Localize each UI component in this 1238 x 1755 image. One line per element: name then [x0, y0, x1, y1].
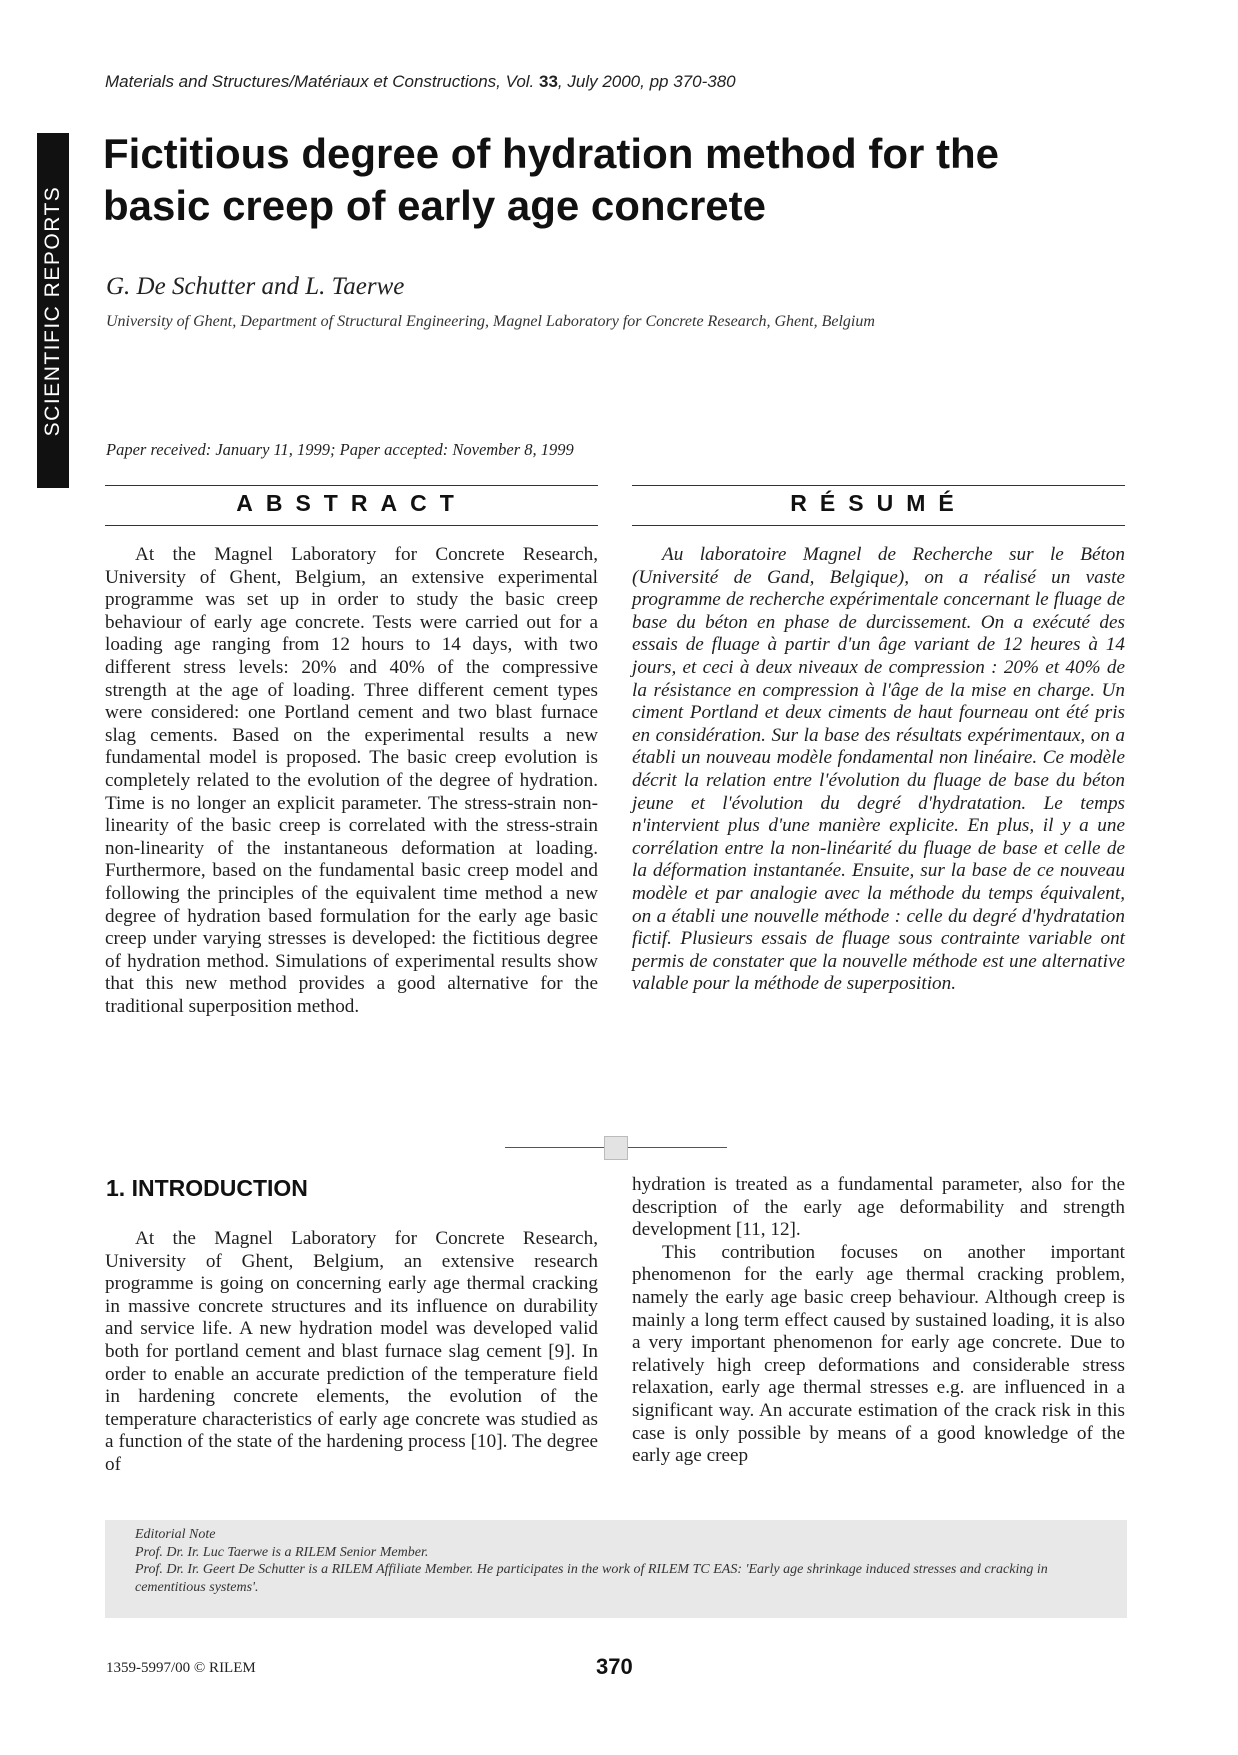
- intro-left-column: [105, 1228, 598, 1477]
- journal-suffix: , July 2000, pp 370-380: [557, 72, 736, 91]
- resume-bottom-rule: [632, 525, 1125, 526]
- intro-paragraph-2: This contribution focuses on another important phenomenon for the early age thermal cracking problem, namely the early age basic creep behaviour. Although creep is mainly a long term effect caused by sustained loading, it is also a very important phenomenon for early age concrete. Due to relatively high creep deformations and considerable stress relaxation, early age thermal stresses e.g. are influenced in a significant way. An accurate estimation of the crack risk in this case is only possible by means of a good knowledge of the early age creep: [632, 1241, 1125, 1467]
- intro-right-column: [632, 1174, 1125, 1468]
- abstract-heading: ABSTRACT: [236, 490, 467, 516]
- side-tab-label: SCIENTIFIC REPORTS: [41, 185, 64, 436]
- journal-prefix: Materials and Structures/Matériaux et Constructions, Vol.: [105, 72, 539, 91]
- affiliation: University of Ghent, Department of Structural Engineering, Magnel Laboratory for Concrete Research, Ghent, Belgium: [106, 313, 875, 330]
- side-tab: [37, 133, 69, 488]
- abstract-top-rule: [105, 485, 598, 486]
- abstract-body: [105, 544, 598, 1018]
- footer-code: 1359-5997/00 © RILEM: [106, 1660, 256, 1676]
- received-dates: Paper received: January 11, 1999; Paper accepted: November 8, 1999: [106, 440, 574, 459]
- intro-paragraph-1: At the Magnel Laboratory for Concrete Research, University of Ghent, Belgium, an extensive research programme is going on concerning early age thermal cracking in massive concrete structures and its influence on durability and service life. A new hydration model was developed valid both for portland cement and blast furnace slag cement [9]. In order to enable an accurate prediction of the temperature field in hardening concrete elements, the evolution of the temperature characteristics of early age concrete was studied as a function of the state of the hardening process [10]. The degree of: [105, 1228, 598, 1475]
- resume-body: [632, 544, 1125, 996]
- resume-text: Au laboratoire Magnel de Recherche sur le Béton (Université de Gand, Belgique), on a réalisé un vaste programme de recherche expérimentale concernant le fluage de base du béton en phase de durcissement. On a exécuté des essais de fluage à partir d'un âge variant de 12 heures à 14 jours, et ceci à deux niveaux de compression : 20% et 40% de la résistance en compression à l'âge de la mise en charge. Un ciment Portland et deux ciments de haut fourneau ont été pris en considération. Sur la base des résultats expérimentaux, on a établi un nouveau modèle fondamental non linéaire. Ce modèle décrit la relation entre l'évolution du fluage de base du béton jeune et l'évolution du degré d'hydratation. Le temps n'intervient plus d'une manière explicite. En plus, il y a une corrélation entre la non-linéarité du fluage de base et celle de la déformation instantanée. Ensuite, sur la base de ce nouveau modèle et par analogie avec la méthode du temps équivalent, on a établi une nouvelle méthode : celle du degré d'hydratation fictif. Plusieurs essais de fluage sous contrainte variable ont permis de constater que la nouvelle méthode est une alternative valable pour la méthode de superposition.: [632, 544, 1125, 995]
- resume-top-rule: [632, 485, 1125, 486]
- resume-heading: RÉSUMÉ: [790, 490, 967, 516]
- abstract-bottom-rule: [105, 525, 598, 526]
- separator-ornament: [604, 1136, 628, 1160]
- authors: G. De Schutter and L. Taerwe: [106, 273, 405, 300]
- editorial-heading: Editorial Note: [135, 1527, 216, 1542]
- editorial-line-2: Prof. Dr. Ir. Geert De Schutter is a RILEM Affiliate Member. He participates in the work of RILEM TC EAS: 'Early age shrinkage induced stresses and cracking in cementitious systems'.: [135, 1562, 1048, 1595]
- journal-header: [105, 72, 736, 92]
- editorial-line-1: Prof. Dr. Ir. Luc Taerwe is a RILEM Senior Member.: [135, 1544, 429, 1560]
- abstract-text: At the Magnel Laboratory for Concrete Research, University of Ghent, Belgium, an extensive experimental programme was set up in order to study the basic creep behaviour of early age concrete. Tests were carried out for a loading age ranging from 12 hours to 14 days, with two different stress levels: 20% and 40% of the compressive strength at the age of loading. Three different cement types were considered: one Portland cement and two blast furnace slag cements. Based on the experimental results a new fundamental model is proposed. The basic creep evolution is completely related to the evolution of the degree of hydration. Time is no longer an explicit parameter. The stress-strain non-linearity of the basic creep is correlated with the stress-strain non-linearity of the instantaneous deformation at loading. Furthermore, based on the fundamental basic creep model and following the principles of the equivalent time method a new degree of hydration based formulation for the early age basic creep under varying stresses is developed: the fictitious degree of hydration method. Simulations of experimental results show that this new method provides a good alternative for the traditional superposition method.: [105, 544, 598, 1017]
- paper-title: Fictitious degree of hydration method for the basic creep of early age concrete: [103, 130, 1000, 229]
- intro-paragraph-continued: hydration is treated as a fundamental parameter, also for the description of the early age deformability and strength development [11, 12].: [632, 1174, 1125, 1241]
- section-heading-introduction: 1. INTRODUCTION: [106, 1175, 308, 1201]
- journal-volume: 33: [539, 72, 558, 91]
- page-number: 370: [596, 1654, 633, 1679]
- editorial-note: [135, 1526, 1120, 1596]
